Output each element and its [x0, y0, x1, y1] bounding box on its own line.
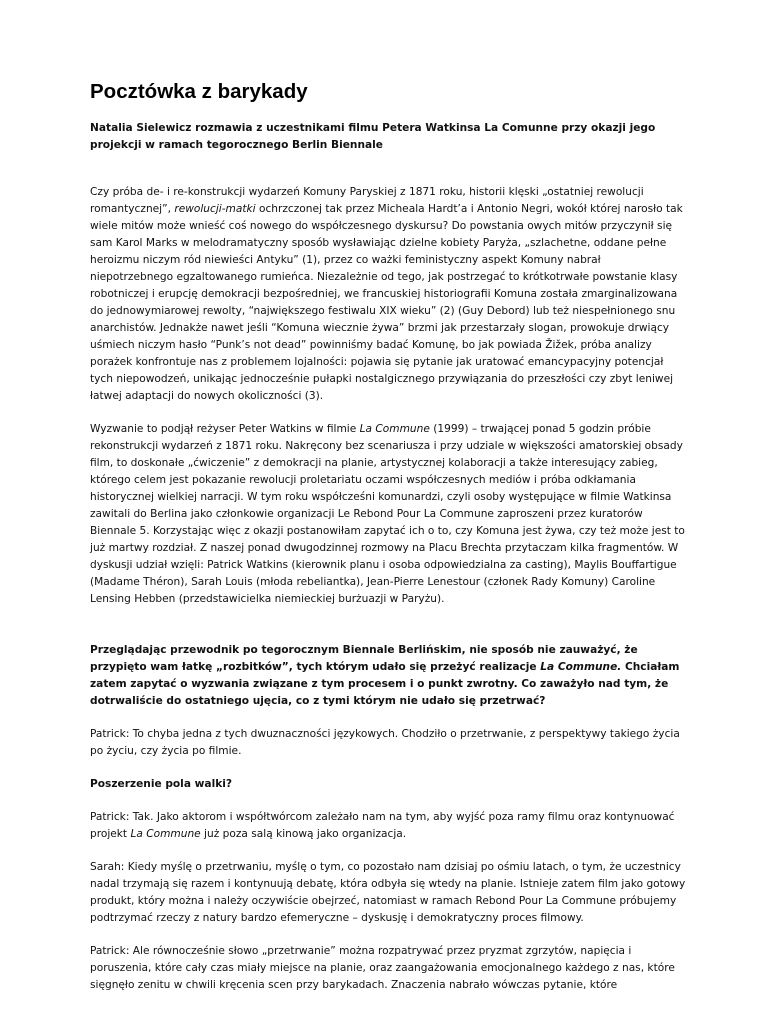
text-run: Wyzwanie to podjął reżyser Peter Watkins w filmie — [90, 423, 360, 435]
text-run: Chciałam zatem zapytać o wyzwania związane z tym procesem i o punkt zwrotny. Co zaważyło nad tym, że dotrwaliście do ostatniego ujęcia, co z tymi którym nie udało się przetrwać? — [90, 661, 680, 707]
text-run: już poza salą kinową jako organizacja. — [200, 828, 407, 840]
text-run: Czy próba de- i re-konstrukcji wydarzeń Komuny Paryskiej z 1871 roku, historii klęski „ostatniej rewolucji romantycznej”, — [90, 186, 644, 215]
text-run: Przeglądając przewodnik po tegorocznym Biennale Berlińskim, nie sposób nie zauważyć, że przypięto wam łatkę „rozbitków”, tych którym udało się przeżyć realizacje — [90, 644, 638, 673]
italic-term: rewolucji-matki — [174, 203, 256, 215]
interview-answer-1: Patrick: To chyba jedna z tych dwuznaczności językowych. Chodziło o przetrwanie, z perspektywy takiego życia po życiu, czy życia po filmie. — [90, 728, 680, 757]
interview-answer-2 — [90, 809, 686, 843]
intro-paragraph-1 — [90, 184, 686, 405]
text-run: ochrzczonej tak przez Micheala Hardt’a i Antonio Negri, wokół której narosło tak wiele mitów może wnieść coś nowego do współczesnego dyskursu? Do powstania owych mitów przyczynił się sam Karol Marks w melodramatyczny sposób wysławiając dzielne kobiety Paryża, „szlachetne, oddane pełne heroizmu niczym ród niewieści Antyku” (1), przez co ważki feministyczny aspekt Komuny nabrał niepotrzebnego egzaltowanego rumieńca. Niezależnie od tego, jak postrzegać to krótkotrwałe powstanie klasy robotniczej i erupcję demokracji bezpośredniej, we francuskiej historiografii Komuna została zmarginalizowana do jednowymiarowej rewolty, “największego festiwalu XIX wieku” (2) (Guy Debord) lub też niespełnionego snu anarchistów. Jednakże nawet jeśli “Komuna wiecznie żywa” brzmi jak przestarzały slogan, prowokuje drwiący uśmiech niczym hasło “Punk’s not dead” powinniśmy badać Komunę, bo jak powiada Žižek, próba analizy porażek konfrontuje nas z problemem lojalności: pojawia się pytanie jak uratować emancypacyjny potencjał tych niepowodzeń, unikając jednocześnie pułapki nostalgicznego przywiązania do przeszłości czy zbyt leniwej łatwej adaptacji do nowych okoliczności (3). — [90, 203, 683, 402]
film-title: La Commune — [359, 423, 430, 435]
article-title: Pocztówka z barykady — [90, 80, 308, 103]
article-lead: Natalia Sielewicz rozmawia z uczestnikami filmu Petera Watkinsa La Comunne przy okazji jego projekcji w ramach tegorocznego Berlin Biennale — [90, 122, 656, 151]
interview-answer-3: Sarah: Kiedy myślę o przetrwaniu, myślę o tym, co pozostało nam dzisiaj po ośmiu latach, o tym, że uczestnicy nadal trzymają się razem i kontynuują debatę, która odbyła się wtedy na planie. Istnieje zatem film jako gotowy produkt, który można i należy oczywiście obejrzeć, natomiast w ramach Rebond Pour La Commune próbujemy podtrzymać rzeczy z natury bardzo efemeryczne – dyskusję i demokratyczny proces filmowy. — [90, 861, 686, 924]
interview-answer-4: Patrick: Ale równocześnie słowo „przetrwanie” można rozpatrywać przez pryzmat zgrzytów, napięcia i poruszenia, które cały czas miały miejsce na planie, oraz zaangażowania emocjonalnego każdego z nas, które sięgnęło zenitu w chwili kręcenia scen przy barykadach. Znaczenia nabrało wówczas pytanie, które — [90, 945, 675, 991]
film-title: La Commune. — [540, 661, 622, 673]
text-run: Patrick: Tak. Jako aktorom i współtwórcom zależało nam na tym, aby wyjść poza ramy filmu oraz kontynuować projekt — [90, 811, 675, 840]
text-run: (1999) – trwającej ponad 5 godzin próbie rekonstrukcji wydarzeń z 1871 roku. Nakręcony bez scenariusza i przy udziale w większości amatorskiej obsady film, to doskonałe „ćwiczenie” z demokracji na planie, artystycznej kolaboracji a także interesujący zabieg, którego celem jest pokazanie rewolucji proletariatu oczami współczesnych mediów i próba odkłamania historycznej wielkiej narracji. W tym roku współcześni komunardzi, czyli osoby występujące w filmie Watkinsa zawitali do Berlina jako członkowie organizacji Le Rebond Pour La Commune zaproszeni przez kuratorów Biennale 5. Korzystając więc z okazji postanowiłam zapytać ich o to, czy Komuna jest żywa, czy też może jest to już martwy rozdział. Z naszej ponad dwugodzinnej rozmowy na Placu Brechta przytaczam kilka fragmentów. W dyskusji udział wzięli: Patrick Watkins (kierownik planu i osoba odpowiedzialna za casting), Maylis Bouffartigue (Madame Théron), Sarah Louis (młoda rebeliantka), Jean-Pierre Lenestour (członek Rady Komuny) Caroline Lensing Hebben (przedstawicielka niemieckiej burżuazji w Paryżu). — [90, 423, 685, 605]
document-page — [90, 80, 686, 1010]
intro-paragraph-2 — [90, 421, 686, 608]
film-title: La Commune — [130, 828, 201, 840]
interview-question-2: Poszerzenie pola walki? — [90, 778, 233, 790]
interview-question-1 — [90, 642, 686, 710]
